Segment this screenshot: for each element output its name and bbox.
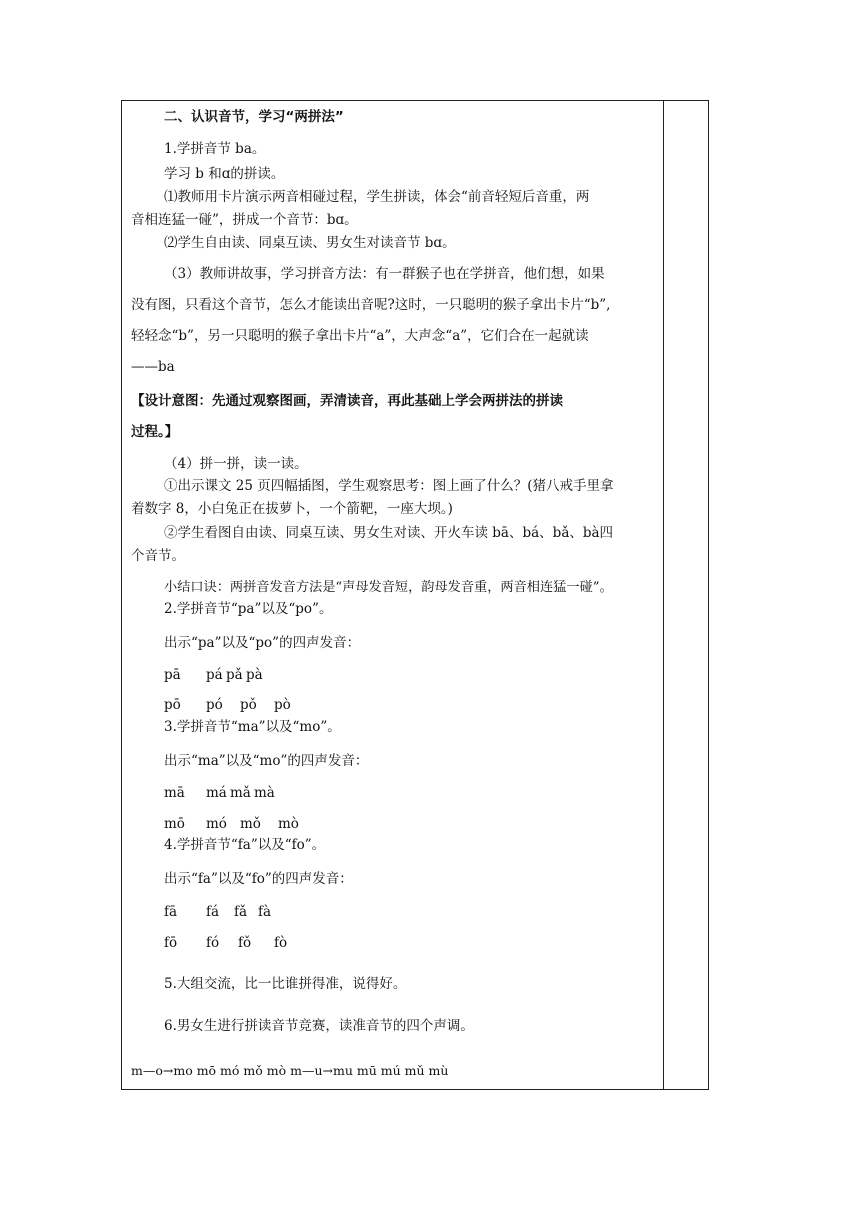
syllable: mǒ <box>240 816 261 832</box>
step-4-title: 4.学拼音节“fa”以及“fo”。 <box>164 837 326 853</box>
step-1-item-3-line-3: 轻轻念“b”，另一只聪明的猴子拿出卡片“a”，大声念“a”，它们合在一起就读 <box>131 328 589 344</box>
syllable: pá <box>206 667 223 683</box>
syllable: fā <box>164 904 178 920</box>
syllable: mó <box>206 816 227 832</box>
syllable: pǒ <box>240 697 257 713</box>
step-3-tones-row-1 <box>164 785 275 801</box>
step-1-title: 1.学拼音节 ba。 <box>164 141 266 157</box>
syllable: fà <box>258 904 272 920</box>
syllable: pō <box>164 697 181 713</box>
step-4-tones-row-1 <box>164 904 271 920</box>
step-4-show: 出示“fa”以及“fo”的四声发音： <box>164 871 353 887</box>
syllable: pā <box>164 667 181 683</box>
syllable: pǎ <box>226 667 243 683</box>
step-1-item-4: （4）拼一拼，读一读。 <box>164 456 308 472</box>
syllable: fá <box>206 904 220 920</box>
design-intent-line-1: 【设计意图：先通过观察图画，弄清读音，再此基础上学会两拼法的拼读 <box>131 393 563 409</box>
step-3-title: 3.学拼音节“ma”以及“mo”。 <box>164 719 341 735</box>
step-2-tones-row-2 <box>164 697 291 713</box>
notes-column <box>664 101 708 1089</box>
syllable: fǎ <box>234 904 248 920</box>
step-1-item-1-line-2: 音相连猛一碰”，拼成一个音节：bɑ。 <box>131 212 358 228</box>
step-1-item-3-line-1: （3）教师讲故事，学习拼音方法：有一群猴子也在学拼音，他们想，如果 <box>164 266 605 282</box>
syllable: mǎ <box>230 785 251 801</box>
step-1-item-3-line-4: ——ba <box>131 359 175 375</box>
syllable: pó <box>206 697 223 713</box>
section-title: 二、认识音节，学习“两拼法” <box>164 109 344 125</box>
syllable: fò <box>274 935 288 951</box>
syllable: fō <box>164 935 178 951</box>
step-1-item-4-sub-2-line-2: 个音节。 <box>131 548 185 564</box>
syllable: mā <box>164 785 185 801</box>
step-1-item-4-sub-2-line-1: ②学生看图自由读、同桌互读、男女生对读、开火车读 bā、bá、bǎ、bà四 <box>164 525 614 541</box>
syllable: má <box>206 785 227 801</box>
step-3-show: 出示“ma”以及“mo”的四声发音： <box>164 753 369 769</box>
step-3-tones-row-2 <box>164 816 299 832</box>
step-1-item-1-line-1: ⑴教师用卡片演示两音相碰过程，学生拼读，体会“前音轻短后音重，两 <box>164 189 590 205</box>
step-2-show: 出示“pa”以及“po”的四声发音： <box>164 635 361 651</box>
step-1-item-2: ⑵学生自由读、同桌互读、男女生对读音节 bɑ。 <box>164 235 456 251</box>
syllable: pò <box>274 697 291 713</box>
syllable: mò <box>278 816 299 832</box>
step-2-tones-row-1 <box>164 667 263 683</box>
step-1-item-3-line-2: 没有图，只看这个音节，怎么才能读出音呢?这时，一只聪明的猴子拿出卡片“b”, <box>131 297 611 313</box>
syllable: mà <box>254 785 275 801</box>
step-2-title: 2.学拼音节“pa”以及“po”。 <box>164 601 333 617</box>
spelling-example-line: m—o→mo mō mó mǒ mò m—u→mu mū mú mǔ mù <box>131 1063 449 1078</box>
design-intent-line-2: 过程。】 <box>131 424 179 440</box>
syllable: pà <box>246 667 263 683</box>
summary-rhyme: 小结口诀：两拼音发音方法是“声母发音短，韵母发音重，两音相连猛一碰”。 <box>164 580 613 595</box>
step-5: 5.大组交流，比一比谁拼得准，说得好。 <box>164 976 407 992</box>
step-4-tones-row-2 <box>164 935 287 951</box>
step-1-intro: 学习 b 和ɑ的拼读。 <box>164 166 285 182</box>
step-1-item-4-sub-1-line-2: 着数字 8，小白兔正在拔萝卜，一个箭靶，一座大坝。) <box>131 501 453 517</box>
syllable: mō <box>164 816 185 832</box>
syllable: fó <box>206 935 220 951</box>
step-1-item-4-sub-1-line-1: ①出示课文 25 页四幅插图，学生观察思考：图上画了什么？(猪八戒手里拿 <box>164 478 614 494</box>
step-6: 6.男女生进行拼读音节竞赛，读准音节的四个声调。 <box>164 1018 474 1034</box>
syllable: fǒ <box>238 935 252 951</box>
